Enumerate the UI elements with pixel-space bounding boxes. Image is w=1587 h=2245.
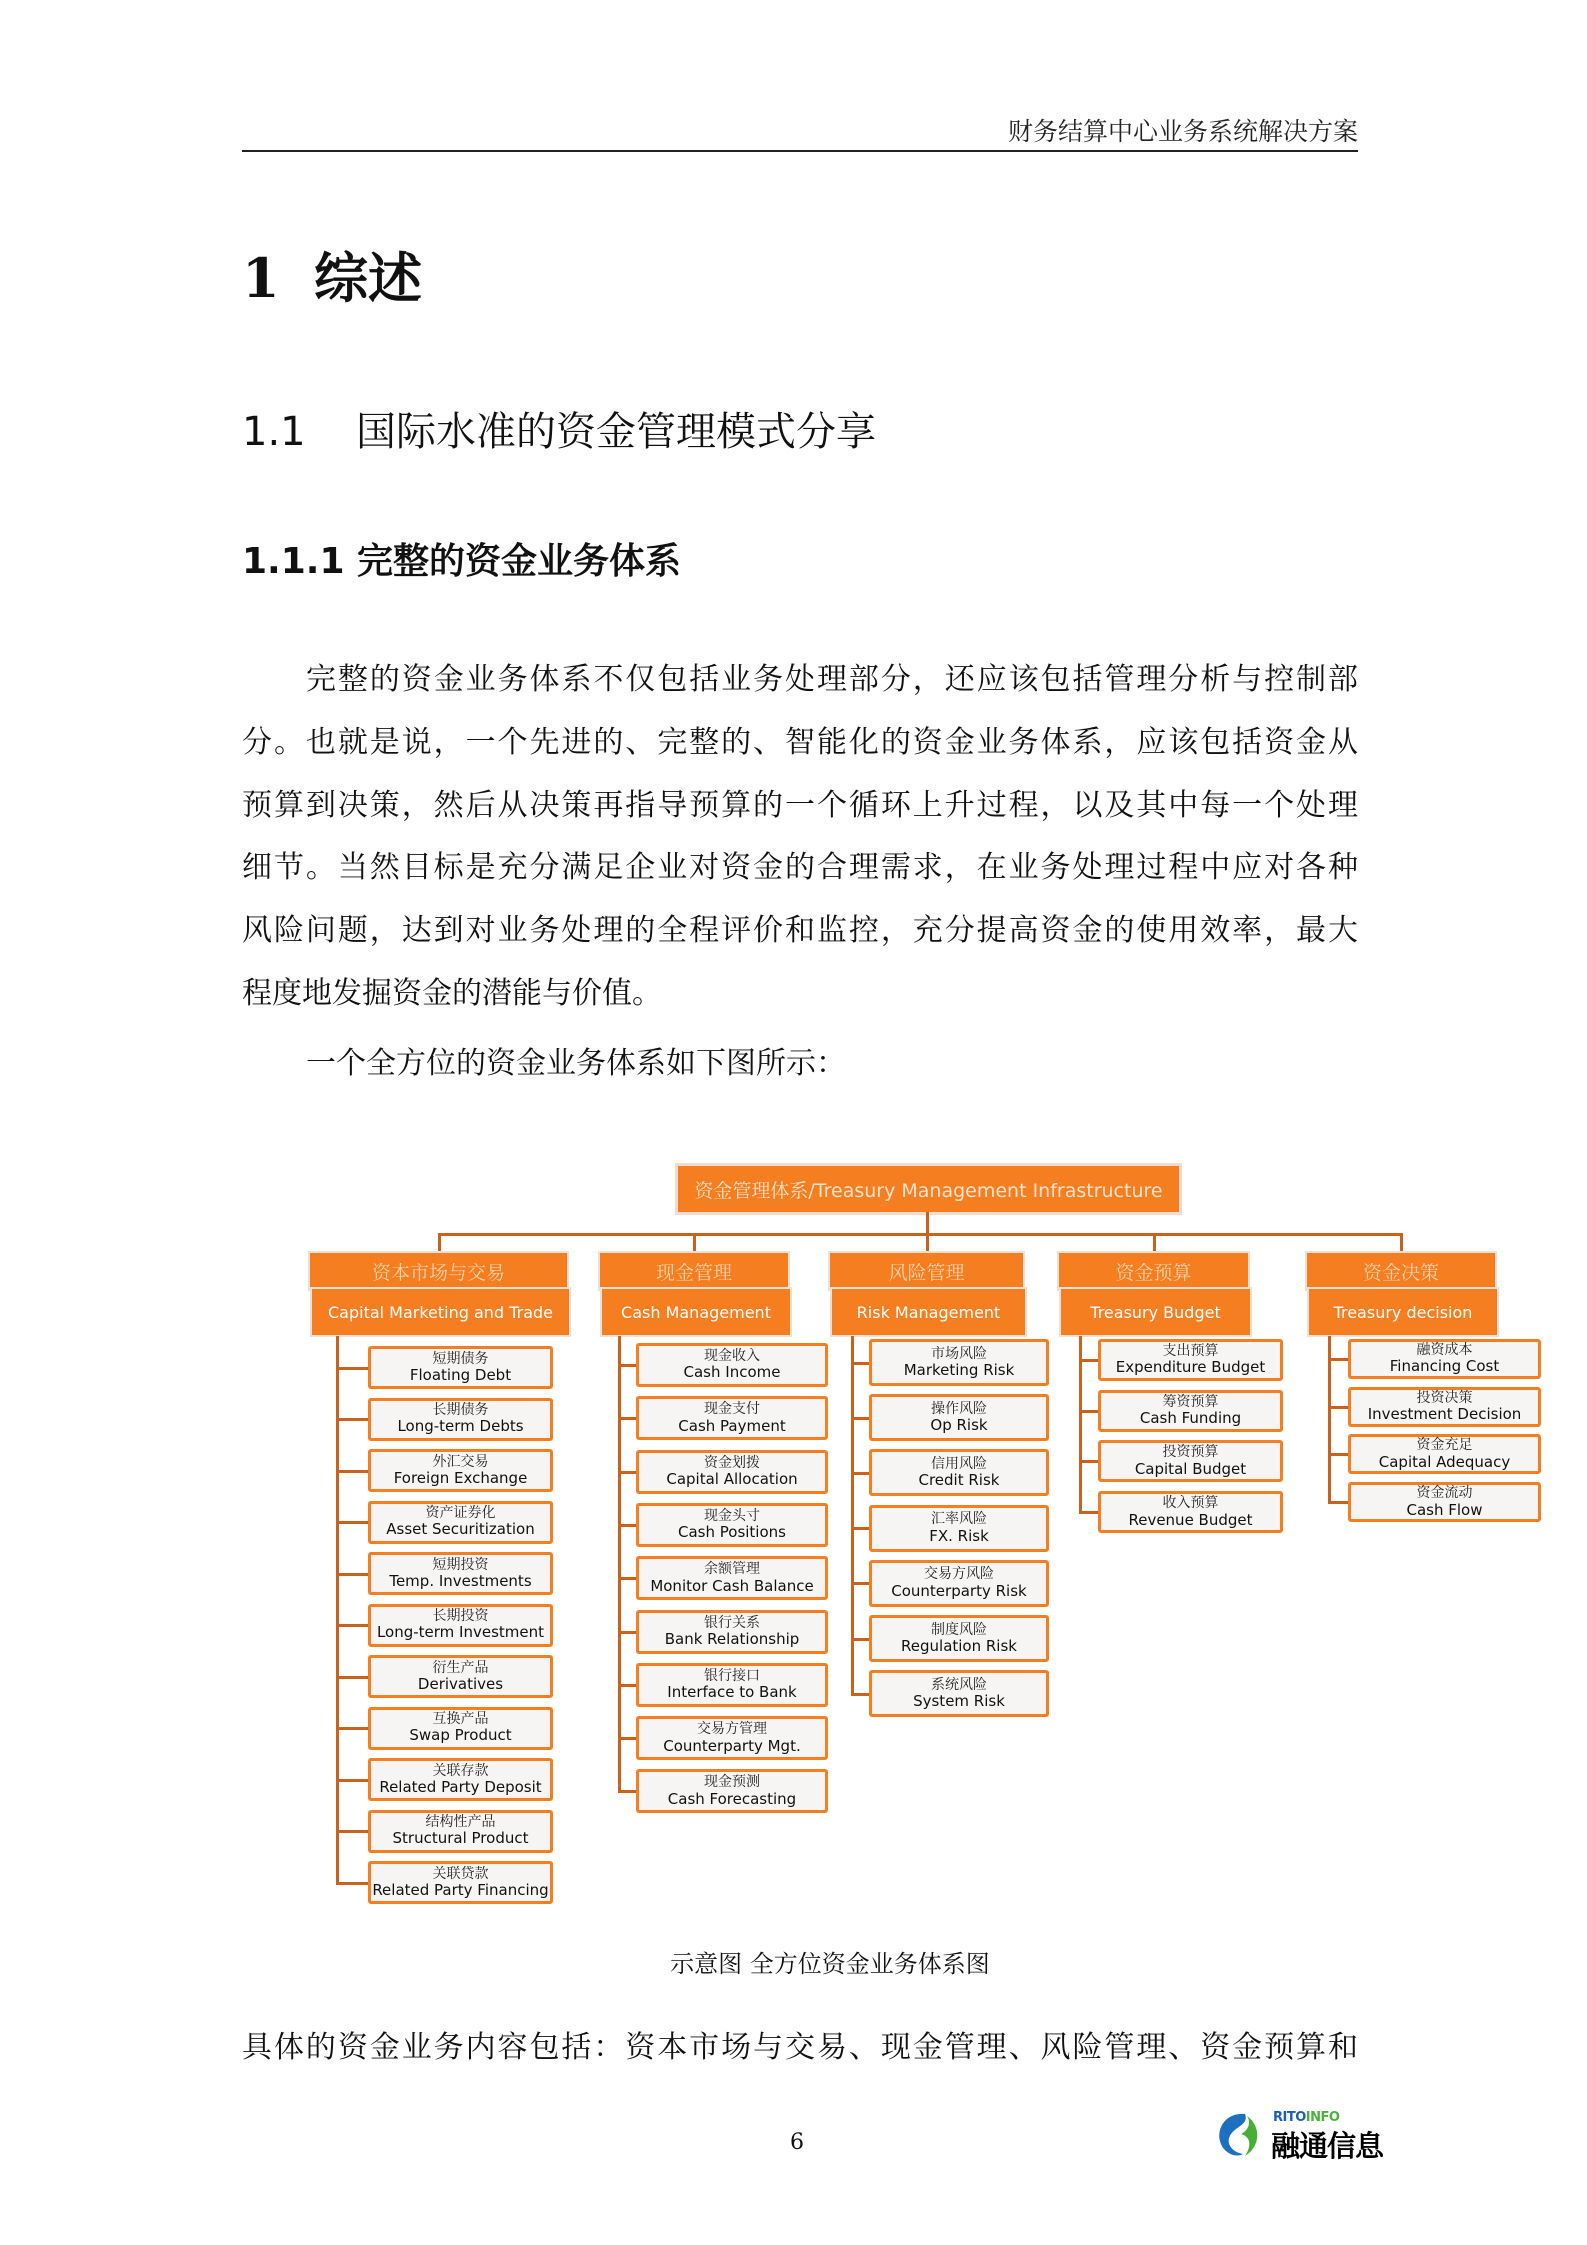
item-label-cn: 系统风险 xyxy=(931,1676,987,1693)
item-label-cn: 市场风险 xyxy=(931,1345,987,1362)
diagram-item xyxy=(636,1503,828,1547)
item-label-en: Capital Adequacy xyxy=(1378,1452,1511,1471)
item-label-cn: 交易方管理 xyxy=(697,1721,767,1738)
item-label-en: Cash Funding xyxy=(1139,1409,1242,1428)
item-label-cn: 银行关系 xyxy=(704,1614,760,1631)
tree-branch-line xyxy=(336,1779,368,1782)
column-header-cn: 资金决策 xyxy=(1307,1253,1495,1289)
item-label-cn: 现金支付 xyxy=(704,1401,760,1418)
item-label-cn: 资产证券化 xyxy=(425,1505,496,1522)
diagram-item xyxy=(869,1339,1049,1386)
item-label-en: Counterparty Mgt. xyxy=(663,1736,801,1755)
item-label-cn: 资金充足 xyxy=(1416,1437,1473,1454)
tree-branch-line xyxy=(1328,1406,1348,1409)
paragraph-line: 分。也就是说，一个先进的、完整的、智能化的资金业务体系，应该包括资金从 xyxy=(242,725,1358,760)
diagram-item xyxy=(636,1450,828,1494)
item-label-en: Investment Decision xyxy=(1367,1405,1522,1424)
heading-3-number: 1.1.1 xyxy=(242,541,345,582)
diagram-item xyxy=(636,1610,828,1654)
diagram-item xyxy=(368,1346,553,1389)
column-header-en: Treasury Budget xyxy=(1061,1289,1250,1335)
tree-branch-line xyxy=(336,1676,368,1679)
item-label-en: Derivatives xyxy=(417,1674,504,1693)
item-label-en: FX. Risk xyxy=(929,1526,989,1545)
intro-line: 一个全方位的资金业务体系如下图所示： xyxy=(306,1046,846,1081)
tree-branch-line xyxy=(1079,1359,1098,1362)
item-label-en: Bank Relationship xyxy=(664,1629,800,1648)
item-label-cn: 现金预测 xyxy=(704,1774,760,1791)
final-paragraph-line: 具体的资金业务内容包括：资本市场与交易、现金管理、风险管理、资金预算和 xyxy=(242,2030,1358,2065)
item-label-en: Cash Positions xyxy=(678,1523,786,1542)
item-label-cn: 制度风险 xyxy=(931,1621,987,1638)
column-header-cn: 资本市场与交易 xyxy=(310,1253,567,1289)
item-label-cn: 银行接口 xyxy=(704,1667,760,1684)
item-label-en: Swap Product xyxy=(409,1726,512,1745)
item-label-en: Credit Risk xyxy=(918,1471,1000,1490)
column-header-cn: 资金预算 xyxy=(1059,1253,1248,1289)
diagram-item xyxy=(636,1343,828,1387)
tree-branch-line xyxy=(1328,1453,1348,1456)
tree-branch-line xyxy=(336,1830,368,1833)
item-label-en: Related Party Financing xyxy=(372,1880,549,1899)
heading-1 xyxy=(242,236,422,313)
diagram-item xyxy=(1348,1339,1541,1379)
item-label-cn: 结构性产品 xyxy=(425,1814,496,1831)
item-label-cn: 交易方风险 xyxy=(924,1566,994,1583)
column-header-cn: 风险管理 xyxy=(830,1253,1023,1289)
diagram-item xyxy=(368,1449,553,1492)
item-label-en: Capital Allocation xyxy=(666,1470,798,1489)
item-label-cn: 资金划拨 xyxy=(704,1454,760,1471)
logo-english: RITOINFO xyxy=(1273,2110,1340,2125)
diagram-item xyxy=(368,1707,553,1750)
item-label-en: Expenditure Budget xyxy=(1115,1358,1266,1377)
item-label-cn: 衍生产品 xyxy=(432,1659,489,1676)
tree-branch-line xyxy=(618,1364,636,1367)
tree-branch-line xyxy=(1328,1358,1348,1361)
connector-line xyxy=(438,1233,1402,1236)
item-label-en: Long-term Investment xyxy=(376,1623,545,1642)
column-header-en: Risk Management xyxy=(832,1289,1025,1335)
item-label-cn: 投资预算 xyxy=(1162,1444,1219,1461)
tree-branch-line xyxy=(336,1727,368,1730)
diagram-item xyxy=(368,1604,553,1647)
tree-branch-line xyxy=(851,1693,869,1696)
item-label-cn: 短期投资 xyxy=(432,1556,489,1573)
item-label-cn: 现金收入 xyxy=(704,1348,760,1365)
heading-1-title: 综述 xyxy=(314,246,422,310)
diagram-item xyxy=(869,1615,1049,1662)
tree-branch-line xyxy=(336,1367,368,1370)
item-label-cn: 余额管理 xyxy=(704,1561,760,1578)
item-label-cn: 投资决策 xyxy=(1416,1389,1473,1406)
logo-chinese: 融通信息 xyxy=(1271,2129,1384,2163)
tree-branch-line xyxy=(618,1631,636,1634)
figure-caption: 示意图 全方位资金业务体系图 xyxy=(670,1950,990,1978)
column-header-en: Cash Management xyxy=(602,1289,790,1335)
tree-branch-line xyxy=(851,1472,869,1475)
diagram-item xyxy=(1098,1440,1283,1482)
tree-branch-line xyxy=(336,1573,368,1576)
item-label-cn: 收入预算 xyxy=(1162,1495,1219,1512)
tree-branch-line xyxy=(336,1882,368,1885)
diagram-item xyxy=(368,1552,553,1595)
item-label-en: Structural Product xyxy=(392,1829,529,1848)
tree-branch-line xyxy=(618,1471,636,1474)
heading-1-number: 1 xyxy=(242,246,280,310)
item-label-en: Asset Securitization xyxy=(386,1520,535,1539)
tree-vertical-line xyxy=(618,1336,621,1791)
connector-line xyxy=(926,1212,929,1234)
diagram-item xyxy=(1098,1339,1283,1381)
paragraph-line: 细节。当然目标是充分满足企业对资金的合理需求，在业务处理过程中应对各种 xyxy=(242,850,1358,885)
item-label-en: Cash Payment xyxy=(678,1416,786,1435)
item-label-en: Op Risk xyxy=(930,1416,988,1435)
diagram-root-box: 资金管理体系/Treasury Management Infrastructure xyxy=(678,1166,1179,1212)
item-label-en: Long-term Debts xyxy=(397,1417,524,1436)
diagram-item xyxy=(869,1670,1049,1717)
diagram-item xyxy=(1098,1491,1283,1533)
item-label-cn: 关联存款 xyxy=(432,1762,489,1779)
tree-branch-line xyxy=(851,1582,869,1585)
tree-branch-line xyxy=(1328,1501,1348,1504)
item-label-en: Monitor Cash Balance xyxy=(650,1576,814,1595)
item-label-cn: 筹资预算 xyxy=(1162,1393,1219,1410)
item-label-en: Cash Income xyxy=(683,1363,781,1382)
running-header: 财务结算中心业务系统解决方案 xyxy=(1007,117,1358,146)
item-label-cn: 长期债务 xyxy=(432,1402,489,1419)
item-label-en: Counterparty Risk xyxy=(891,1581,1027,1600)
diagram-item xyxy=(636,1556,828,1600)
heading-3 xyxy=(242,533,681,584)
column-header-en: Capital Marketing and Trade xyxy=(312,1289,569,1335)
company-logo xyxy=(1215,2110,1395,2163)
paragraph-line: 程度地发掘资金的潜能与价值。 xyxy=(242,976,662,1011)
diagram-item xyxy=(368,1810,553,1853)
diagram-item xyxy=(368,1758,553,1801)
diagram-item xyxy=(636,1716,828,1760)
column-header-en: Treasury decision xyxy=(1309,1289,1497,1335)
diagram-item xyxy=(368,1861,553,1904)
connector-line xyxy=(693,1233,696,1253)
item-label-en: Cash Forecasting xyxy=(667,1789,797,1808)
item-label-cn: 互换产品 xyxy=(432,1711,489,1728)
diagram-item xyxy=(636,1769,828,1813)
tree-branch-line xyxy=(851,1362,869,1365)
item-label-en: Floating Debt xyxy=(409,1365,512,1384)
tree-branch-line xyxy=(336,1470,368,1473)
tree-branch-line xyxy=(618,1684,636,1687)
tree-branch-line xyxy=(618,1790,636,1793)
diagram-item xyxy=(1098,1390,1283,1432)
tree-branch-line xyxy=(851,1527,869,1530)
diagram-item xyxy=(869,1394,1049,1441)
item-label-cn: 短期债务 xyxy=(432,1350,489,1367)
diagram-item xyxy=(1348,1482,1541,1522)
item-label-en: Interface to Bank xyxy=(667,1683,797,1702)
item-label-cn: 现金头寸 xyxy=(704,1507,760,1524)
connector-line xyxy=(1400,1233,1403,1253)
column-header-cn: 现金管理 xyxy=(600,1253,788,1289)
header-rule xyxy=(242,150,1358,152)
item-label-cn: 外汇交易 xyxy=(432,1453,489,1470)
item-label-cn: 汇率风险 xyxy=(931,1511,987,1528)
tree-branch-line xyxy=(851,1417,869,1420)
tree-branch-line xyxy=(851,1638,869,1641)
tree-branch-line xyxy=(1079,1511,1098,1514)
tree-branch-line xyxy=(336,1624,368,1627)
diagram-item xyxy=(636,1663,828,1707)
item-label-en: Marketing Risk xyxy=(903,1360,1015,1379)
item-label-en: Capital Budget xyxy=(1134,1459,1247,1478)
diagram-item xyxy=(636,1396,828,1440)
item-label-cn: 长期投资 xyxy=(432,1608,489,1625)
paragraph-line: 完整的资金业务体系不仅包括业务处理部分，还应该包括管理分析与控制部 xyxy=(306,662,1358,697)
tree-branch-line xyxy=(618,1524,636,1527)
diagram-item xyxy=(368,1655,553,1698)
item-label-en: Revenue Budget xyxy=(1128,1510,1253,1529)
heading-2 xyxy=(242,400,876,457)
diagram-item xyxy=(368,1398,553,1441)
page-number: 6 xyxy=(790,2130,804,2155)
item-label-cn: 操作风险 xyxy=(931,1400,987,1417)
logo-swirl-icon xyxy=(1215,2112,1263,2158)
diagram-item xyxy=(1348,1434,1541,1474)
item-label-en: Related Party Deposit xyxy=(379,1777,542,1796)
tree-branch-line xyxy=(618,1417,636,1420)
diagram-item xyxy=(368,1501,553,1544)
heading-2-title: 国际水准的资金管理模式分享 xyxy=(356,409,876,455)
item-label-en: Financing Cost xyxy=(1389,1357,1500,1376)
item-label-en: Temp. Investments xyxy=(389,1571,532,1590)
connector-line xyxy=(926,1233,929,1253)
heading-2-number: 1.1 xyxy=(242,409,306,455)
diagram-item xyxy=(869,1560,1049,1607)
connector-line xyxy=(438,1233,441,1253)
diagram-item xyxy=(869,1449,1049,1496)
tree-branch-line xyxy=(336,1521,368,1524)
item-label-cn: 关联贷款 xyxy=(432,1865,489,1882)
item-label-cn: 信用风险 xyxy=(931,1455,987,1472)
item-label-en: System Risk xyxy=(913,1692,1005,1711)
item-label-en: Foreign Exchange xyxy=(393,1468,528,1487)
item-label-cn: 融资成本 xyxy=(1416,1342,1473,1359)
diagram-item xyxy=(1348,1387,1541,1427)
heading-3-title: 完整的资金业务体系 xyxy=(357,541,682,582)
item-label-cn: 资金流动 xyxy=(1416,1485,1473,1502)
tree-branch-line xyxy=(1079,1460,1098,1463)
tree-branch-line xyxy=(1079,1410,1098,1413)
item-label-cn: 支出预算 xyxy=(1162,1343,1219,1360)
connector-line xyxy=(1153,1233,1156,1253)
paragraph-line: 风险问题，达到对业务处理的全程评价和监控，充分提高资金的使用效率，最大 xyxy=(242,913,1358,948)
tree-branch-line xyxy=(336,1418,368,1421)
tree-branch-line xyxy=(618,1737,636,1740)
item-label-en: Regulation Risk xyxy=(901,1636,1017,1655)
paragraph-line: 预算到决策，然后从决策再指导预算的一个循环上升过程，以及其中每一个处理 xyxy=(242,788,1358,823)
tree-vertical-line xyxy=(1079,1336,1082,1512)
tree-branch-line xyxy=(618,1577,636,1580)
diagram-item xyxy=(869,1505,1049,1552)
item-label-en: Cash Flow xyxy=(1406,1500,1483,1519)
